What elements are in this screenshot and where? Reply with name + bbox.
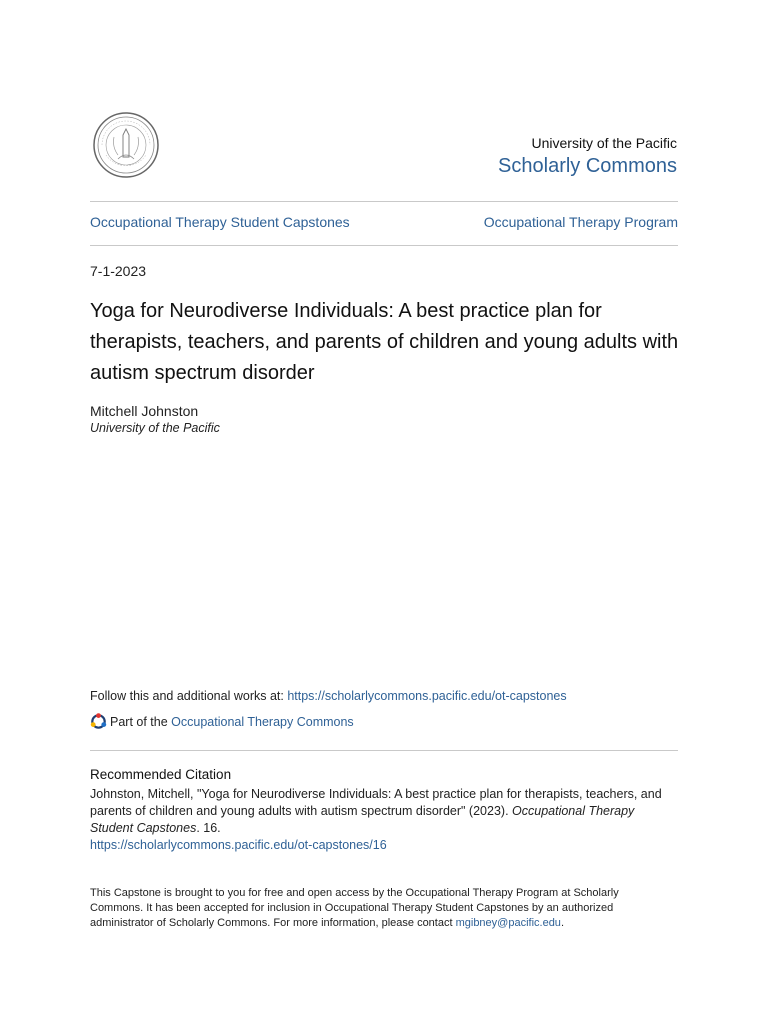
access-end: . <box>560 917 564 929</box>
citation-url-link[interactable]: https://scholarlycommons.pacific.edu/ot-capstones/16 <box>90 838 387 852</box>
contact-email-link[interactable]: mgibney@pacific.edu <box>455 917 561 929</box>
repository-link[interactable]: Scholarly Commons <box>498 155 677 177</box>
citation-block <box>90 786 680 854</box>
publication-date: 7-1-2023 <box>90 263 147 279</box>
part-of-prefix: Part of the <box>110 714 168 729</box>
document-title: Yoga for Neurodiverse Individuals: A best practice plan for therapists, teachers, and parents of children and young adults with autism spectrum disorder <box>90 300 679 384</box>
part-of-line <box>90 713 354 730</box>
citation-number: . 16. <box>196 821 221 835</box>
access-statement <box>90 886 650 931</box>
divider <box>90 750 678 751</box>
program-link[interactable]: Occupational Therapy Program <box>483 214 678 230</box>
divider <box>90 245 678 246</box>
follow-line <box>90 689 567 703</box>
divider <box>90 201 678 202</box>
discipline-link[interactable]: Occupational Therapy Commons <box>171 714 354 729</box>
network-icon <box>90 713 107 730</box>
citation-heading: Recommended Citation <box>90 767 232 782</box>
university-seal-icon <box>92 111 160 179</box>
citation-series: Occupational Therapy Student Capstones <box>90 804 635 835</box>
follow-prefix: Follow this and additional works at: <box>90 689 288 703</box>
series-link[interactable]: Occupational Therapy Student Capstones <box>90 214 350 230</box>
institution-name: University of the Pacific <box>531 135 677 151</box>
institution-block <box>498 135 677 178</box>
collection-url-link[interactable]: https://scholarlycommons.pacific.edu/ot-capstones <box>287 689 567 703</box>
author-name: Mitchell Johnston <box>90 403 199 419</box>
citation-text: Johnston, Mitchell, "Yoga for Neurodiverse Individuals: A best practice plan for therapists, teachers, and parents of children and young adults with autism spectrum disorder" (2023). <box>90 787 662 818</box>
author-affiliation: University of the Pacific <box>90 421 220 435</box>
access-text: This Capstone is brought to you for free and open access by the Occupational Therapy Program at Scholarly Commons. It has been accepted for inclusion in Occupational Therapy Student Capstones by an authorized administrator of Scholarly Commons. For more information, please contact <box>90 887 619 929</box>
